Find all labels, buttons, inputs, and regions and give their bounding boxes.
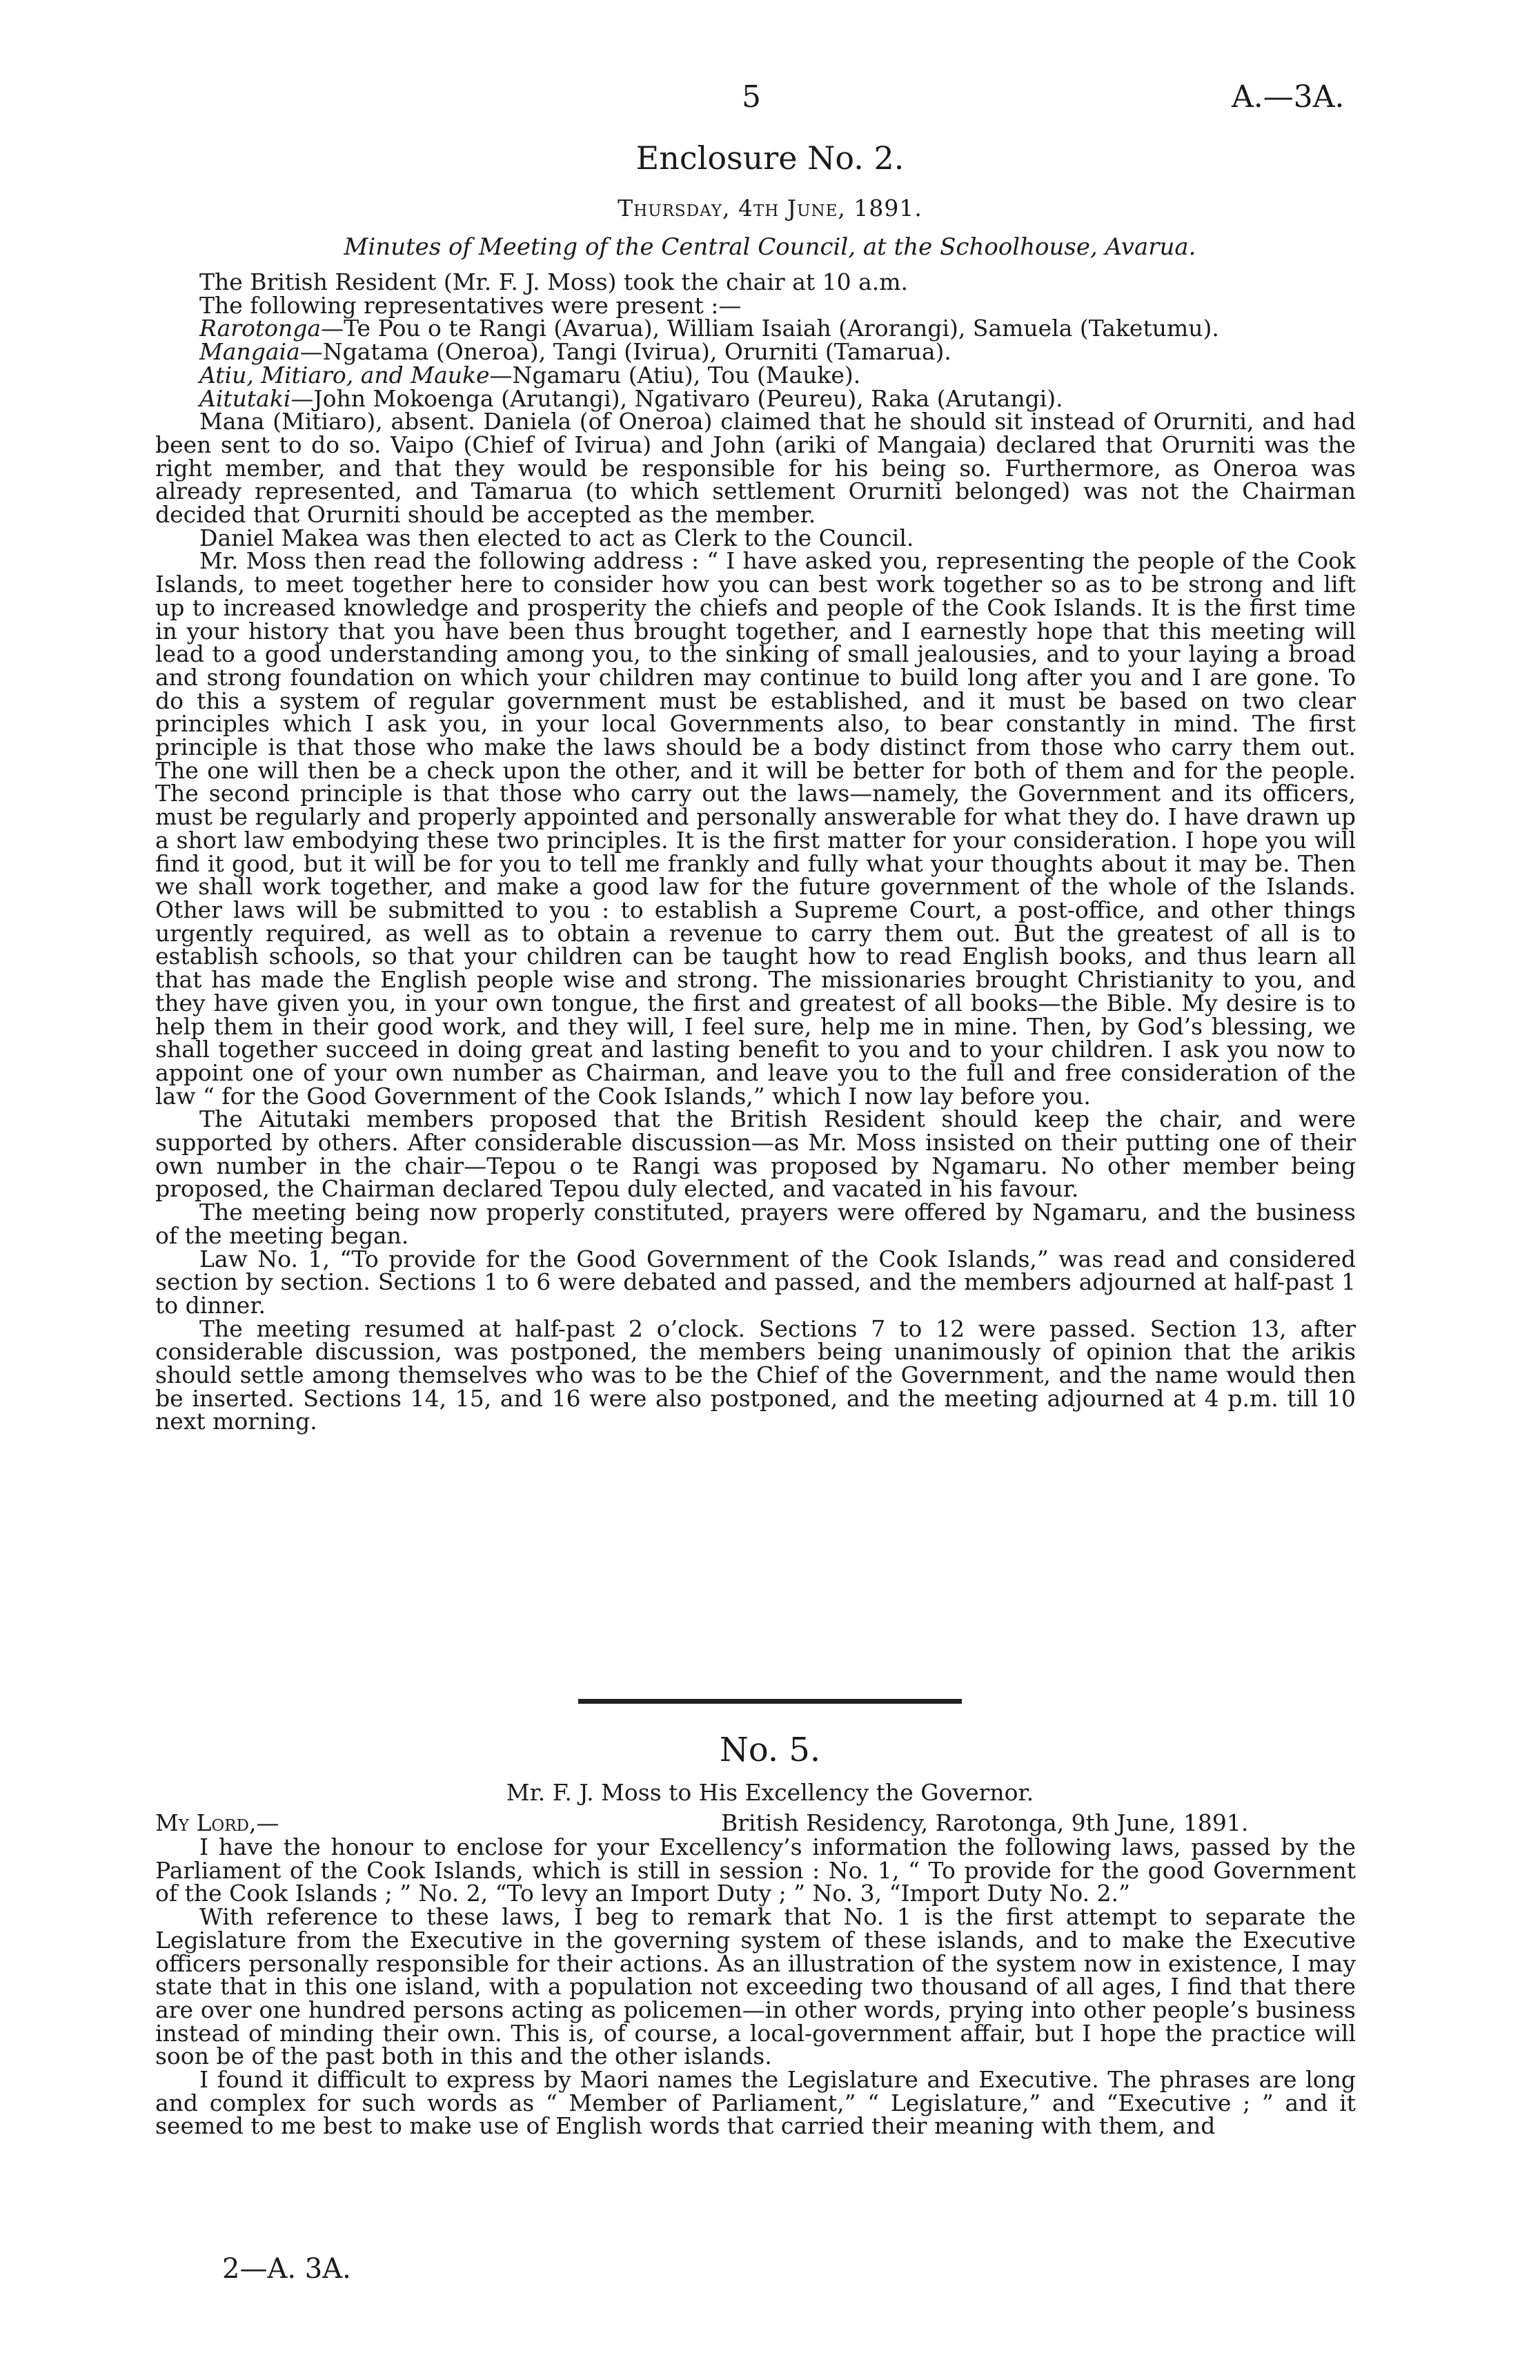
document-reference: A.—3A. [1232,79,1345,115]
minutes-paragraph: Daniel Makea was then elected to act as Clerk to the Council. [199,524,914,551]
page-signature: 2—A. 3A. [222,2253,351,2285]
address-paragraph: Mr. Moss then read the following address : “ I have asked you, representing the people of the Cook Islands, to meet together here to consider how you can best work together so as to be strong and lift up to increased knowledge and prosperity the chiefs and people of the Cook Islands. It is the first time in your history that you have been thus brought together, and I earnestly hope that this meeting will lead to a good understanding among you, to the sinking of small jealousies, and to your laying a broad and strong foundation on which your children may continue to build long after you and I are gone. To do this a system of regular government must be established, and it must be based on two clear principles which I ask you, in your local Governments also, to bear constantly in mind. The first principle is that those who make the laws should be a body distinct from those who carry them out. The one will then be a check upon the other, and it will be better for both of them and for the people. The second principle is that those who carry out the laws—namely, the Government and its officers, must be regularly and properly appointed and personally answerable for what they do. I have drawn up a short law embodying these two principles. It is the first matter for your consideration. I hope you will find it good, but it will be for you to tell me frankly and fully what your thoughts about it may be. Then we shall work together, and make a good law for the future government of the whole of the Islands. Other laws will be submitted to you : to establish a Supreme Court, a post-office, and other things urgently required, as well as to obtain a revenue to carry them out. But the greatest of all is to establish schools, so that your children can be taught how to read English books, and thus learn all that has made the English people wise and strong. The missionaries brought Christianity to you, and they have given you, in your own tongue, the first and greatest of all books—the Bible. My desire is to help them in their good work, and they will, I feel sure, help me in mine. Then, by God’s blessing, we shall together succeed in doing great and lasting benefit to you and to your children. I ask you now to appoint one of your own number as Chairman, and leave you to the full and free consideration of the law “ for the Good Government of the Cook Islands,” which I now lay before you. [155,547,1356,1110]
minutes-paragraph: The Aitutaki members proposed that the British Resident should keep the chair, and were supported by others. After considerable discussion—as Mr. Moss insisted on their putting one of their own number in the chair—Tepou o te Rangi was proposed by Ngamaru. No other member being proposed, the Chairman declared Tepou duly elected, and vacated in his favour. [155,1105,1356,1203]
representative-names: —Ngatama (Oneroa), Tangi (Ivirua), Orurniti (Tamarua). [299,338,951,366]
minutes-paragraph: The meeting being now properly constituted, prayers were offered by Ngamaru, and the business of the meeting began. [155,1199,1356,1249]
island-name: Aitutaki [199,384,291,412]
enclosure-title: Enclosure No. 2. [635,139,905,177]
enclosure-date: Thursday, 4th June, 1891. [618,195,922,222]
letter-paragraph: I have the honour to enclose for your Excellency’s information the following laws, passed by the Parliament of the Cook Islands, which is still in session : No. 1, “ To provide for the good Government of the Cook Islands ; ” No. 2, “To levy an Import Duty ; ” No. 3, “Import Duty No. 2.” [155,1833,1356,1907]
minutes-paragraph: Mana (Mitiaro), absent. Daniela (of Oneroa) claimed that he should sit instead of Orurniti, and had been sent to do so. Vaipo (Chief of Ivirua) and John (ariki of Mangaia) declared that Orurniti was the right member, and that they would be responsible for his being so. Furthermore, as Oneroa was already represented, and Tamarua (to which settlement Orurniti belonged) was not the Chairman decided that Orurniti should be accepted as the member. [155,408,1356,529]
enclosure-subtitle: Minutes of Meeting of the Central Council, at the Schoolhouse, Avarua. [344,233,1196,261]
page-number: 5 [742,79,761,115]
salutation-row [155,1809,1356,1837]
letter-number: No. 5. [719,1731,821,1769]
letter-body [155,1833,1356,2140]
island-name: Rarotonga [199,315,322,342]
representative-names: —John Mokoenga (Arutangi), Ngativaro (Peureu), Raka (Arutangi). [290,384,1063,412]
minutes-intro: The British Resident (Mr. F. J. Moss) took the chair at 10 a.m. [199,268,909,295]
island-name: Mangaia [199,338,300,366]
representative-names: —Te Pou o te Rangi (Avarua), William Isaiah (Arorangi), Samuela (Taketumu). [321,315,1219,342]
representatives-rarotonga [155,317,1356,340]
representatives-mangaia [155,340,1356,364]
minutes-paragraph: The meeting resumed at half-past 2 o’clock. Sections 7 to 12 were passed. Section 13, after considerable discussion, was postponed, the members being unanimously of opinion that the arikis should settle among themselves who was to be the Chief of the Government, and the name would then be inserted. Sections 14, 15, and 16 were also postponed, and the meeting adjourned at 4 p.m. till 10 next morning. [155,1315,1356,1435]
letter-paragraph: I found it difficult to express by Maori names the Legislature and Executive. The phrases are long and complex for such words as “ Member of Parliament,” “ Legislature,” and “Executive ; ” and it seemed to me best to make use of English words that carried their meaning with them, and [155,2066,1356,2140]
salutation: My Lord,— [155,1809,279,1836]
letter-paragraph: With reference to these laws, I beg to remark that No. 1 is the first attempt to separate the Legislature from the Executive in the governing system of these islands, and to make the Executive officers personally responsible for their actions. As an illustration of the system now in existence, I may state that in this one island, with a population not exceeding two thousand of all ages, I find that there are over one hundred persons acting as policemen—in other words, prying into other people’s business instead of minding their own. This is, of course, a local-government affair, but I hope the practice will soon be of the past both in this and the other islands. [155,1903,1356,2070]
island-name: Atiu, Mitiaro, and Mauke [199,361,490,389]
minutes-body [155,268,1356,1435]
representative-names: —Ngamaru (Atiu), Tou (Mauke). [489,361,861,389]
place-date: British Residency, Rarotonga, 9th June, 1891. [721,1809,1249,1836]
letter-heading: Mr. F. J. Moss to His Excellency the Governor. [506,1779,1034,1806]
minutes-paragraph: Law No. 1, “To provide for the Good Government of the Cook Islands,” was read and considered section by section. Sections 1 to 6 were debated and passed, and the members adjourned at half-past 1 to dinner. [155,1245,1356,1319]
representatives-aitutaki [155,384,1356,412]
representatives-atiu [155,361,1356,389]
present-label: The following representatives were present :— [199,291,742,319]
section-divider [578,1699,962,1704]
